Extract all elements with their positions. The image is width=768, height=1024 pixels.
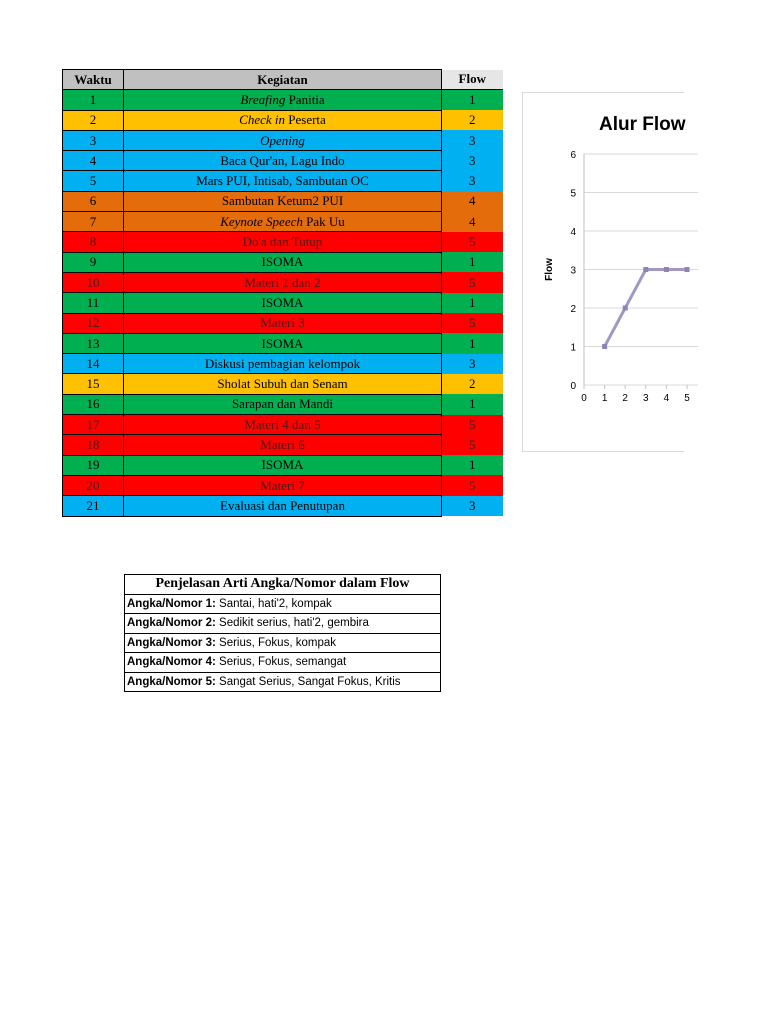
legend-label: Angka/Nomor 5: xyxy=(127,675,216,688)
kegiatan-cell xyxy=(124,130,442,150)
kegiatan-text: ISOMA xyxy=(261,457,304,473)
kegiatan-text: Peserta xyxy=(285,112,326,128)
waktu-cell: 13 xyxy=(63,333,124,353)
data-point xyxy=(685,267,690,272)
waktu-cell: 20 xyxy=(63,475,124,495)
y-tick-label: 5 xyxy=(570,188,576,200)
kegiatan-text: ISOMA xyxy=(261,294,304,310)
legend-text: Sangat Serius, Sangat Fokus, Kritis xyxy=(215,675,401,688)
legend-cell xyxy=(125,594,441,614)
kegiatan-cell xyxy=(124,191,442,211)
kegiatan-text: Materi 4 dan 5 xyxy=(244,416,321,432)
flow-cell: 4 xyxy=(442,191,503,211)
schedule-row xyxy=(63,496,503,516)
schedule-row xyxy=(63,394,503,414)
y-tick-label: 6 xyxy=(570,150,576,161)
schedule-row xyxy=(63,130,503,150)
schedule-row xyxy=(63,212,503,232)
legend-cell xyxy=(125,653,441,673)
waktu-cell: 1 xyxy=(63,90,124,110)
y-tick-label: 0 xyxy=(570,381,576,392)
data-point xyxy=(623,306,628,311)
flow-chart-svg xyxy=(523,93,690,451)
waktu-cell: 3 xyxy=(63,130,124,150)
kegiatan-cell xyxy=(124,313,442,333)
x-tick-label: 1 xyxy=(601,393,608,404)
waktu-cell: 19 xyxy=(63,455,124,475)
kegiatan-text: Sholat Subuh dan Senam xyxy=(217,376,348,392)
kegiatan-text: Evaluasi dan Penutupan xyxy=(220,497,345,513)
legend-title: Penjelasan Arti Angka/Nomor dalam Flow xyxy=(125,575,441,595)
flow-cell: 1 xyxy=(442,90,503,110)
legend-label: Angka/Nomor 2: xyxy=(127,617,216,630)
kegiatan-text: Sarapan dan Mandi xyxy=(231,396,334,412)
kegiatan-cell xyxy=(124,475,442,495)
flow-cell: 5 xyxy=(442,475,503,495)
flow-cell: 5 xyxy=(442,415,503,435)
legend-text: Sedikit serius, hati'2, gembira xyxy=(215,617,369,630)
kegiatan-text: Materi 1 dan 2 xyxy=(244,274,321,290)
legend-row xyxy=(125,614,441,634)
waktu-cell: 7 xyxy=(63,212,124,232)
kegiatan-cell xyxy=(124,232,442,252)
kegiatan-text: Do'a dan Tutup xyxy=(242,234,323,250)
kegiatan-cell xyxy=(124,110,442,130)
waktu-cell: 17 xyxy=(63,415,124,435)
kegiatan-text: Diskusi pembagian kelompok xyxy=(204,355,361,371)
flow-cell: 3 xyxy=(442,171,503,191)
legend-text: Santai, hati'2, kompak xyxy=(215,597,332,610)
schedule-row xyxy=(63,333,503,353)
schedule-row xyxy=(63,90,503,110)
kegiatan-cell xyxy=(124,333,442,353)
schedule-row xyxy=(63,415,503,435)
chart-title: Alur Flow xyxy=(599,114,686,135)
kegiatan-cell xyxy=(124,374,442,394)
kegiatan-text: Panitia xyxy=(285,91,325,107)
flow-cell: 5 xyxy=(442,313,503,333)
flow-cell: 2 xyxy=(442,374,503,394)
kegiatan-cell xyxy=(124,415,442,435)
flow-cell: 5 xyxy=(442,232,503,252)
legend-cell xyxy=(125,614,441,634)
legend-text: Serius, Fokus, kompak xyxy=(215,636,336,649)
waktu-cell: 16 xyxy=(63,394,124,414)
waktu-cell: 5 xyxy=(63,171,124,191)
kegiatan-italic-text: Check in xyxy=(239,112,286,128)
schedule-row xyxy=(63,435,503,455)
y-axis-label: Flow xyxy=(544,258,555,281)
flow-legend-table xyxy=(124,574,441,692)
legend-cell xyxy=(125,633,441,653)
flow-cell: 2 xyxy=(442,110,503,130)
y-tick-label: 2 xyxy=(570,304,576,315)
x-tick-label: 5 xyxy=(684,393,690,404)
kegiatan-cell xyxy=(124,151,442,171)
legend-cell xyxy=(125,672,441,692)
legend-row xyxy=(125,672,441,692)
waktu-cell: 2 xyxy=(63,110,124,130)
kegiatan-italic-text: Breafing xyxy=(240,91,286,107)
waktu-cell: 11 xyxy=(63,293,124,313)
flow-cell: 5 xyxy=(442,272,503,292)
kegiatan-cell xyxy=(124,394,442,414)
schedule-row xyxy=(63,252,503,272)
waktu-cell: 10 xyxy=(63,272,124,292)
flow-cell: 3 xyxy=(442,130,503,150)
kegiatan-text: Materi 7 xyxy=(260,477,305,493)
kegiatan-cell xyxy=(124,212,442,232)
legend-label: Angka/Nomor 4: xyxy=(127,656,216,669)
flow-cell: 3 xyxy=(442,496,503,516)
flow-cell: 5 xyxy=(442,435,503,455)
data-point xyxy=(643,267,648,272)
flow-cell: 1 xyxy=(442,455,503,475)
schedule-row xyxy=(63,151,503,171)
waktu-cell: 8 xyxy=(63,232,124,252)
x-tick-label: 3 xyxy=(643,393,649,404)
schedule-row xyxy=(63,475,503,495)
data-point xyxy=(664,267,669,272)
legend-row xyxy=(125,633,441,653)
schedule-row xyxy=(63,313,503,333)
waktu-cell: 9 xyxy=(63,252,124,272)
flow-cell: 3 xyxy=(442,151,503,171)
x-tick-label: 2 xyxy=(622,393,628,404)
waktu-cell: 21 xyxy=(63,496,124,516)
y-tick-label: 3 xyxy=(570,265,576,277)
x-tick-label: 0 xyxy=(581,393,587,404)
waktu-cell: 18 xyxy=(63,435,124,455)
kegiatan-text: Materi 6 xyxy=(260,436,305,452)
header-waktu: Waktu xyxy=(63,70,124,90)
kegiatan-cell xyxy=(124,354,442,374)
legend-row xyxy=(125,653,441,673)
kegiatan-cell xyxy=(124,252,442,272)
waktu-cell: 12 xyxy=(63,313,124,333)
kegiatan-cell xyxy=(124,90,442,110)
kegiatan-cell xyxy=(124,272,442,292)
kegiatan-text: Mars PUI, Intisab, Sambutan OC xyxy=(196,173,369,189)
flow-cell: 1 xyxy=(442,293,503,313)
legend-row xyxy=(125,594,441,614)
kegiatan-cell xyxy=(124,293,442,313)
flow-chart xyxy=(522,92,690,452)
schedule-row xyxy=(63,171,503,191)
flow-cell: 1 xyxy=(442,394,503,414)
schedule-row xyxy=(63,455,503,475)
kegiatan-italic-text: Keynote Speech xyxy=(220,213,303,229)
schedule-row xyxy=(63,110,503,130)
waktu-cell: 15 xyxy=(63,374,124,394)
legend-label: Angka/Nomor 1: xyxy=(127,597,216,610)
schedule-row xyxy=(63,374,503,394)
kegiatan-text: ISOMA xyxy=(261,254,304,270)
waktu-cell: 6 xyxy=(63,191,124,211)
kegiatan-cell xyxy=(124,171,442,191)
legend-text: Serius, Fokus, semangat xyxy=(215,656,347,669)
kegiatan-cell xyxy=(124,435,442,455)
kegiatan-text: Pak Uu xyxy=(302,213,345,229)
waktu-cell: 4 xyxy=(63,151,124,171)
schedule-table xyxy=(62,69,503,517)
flow-cell: 4 xyxy=(442,212,503,232)
flow-cell: 1 xyxy=(442,333,503,353)
y-tick-label: 1 xyxy=(570,342,576,354)
legend-label: Angka/Nomor 3: xyxy=(127,636,216,649)
kegiatan-text: Baca Qur'an, Lagu Indo xyxy=(220,152,345,168)
schedule-row xyxy=(63,272,503,292)
kegiatan-cell xyxy=(124,496,442,516)
kegiatan-text: Materi 3 xyxy=(260,315,305,331)
kegiatan-italic-text: Opening xyxy=(260,132,305,148)
schedule-row xyxy=(63,293,503,313)
header-flow: Flow xyxy=(442,70,503,90)
kegiatan-text: ISOMA xyxy=(261,335,304,351)
schedule-row xyxy=(63,354,503,374)
y-tick-label: 4 xyxy=(570,227,576,238)
kegiatan-text: Sambutan Ketum2 PUI xyxy=(221,193,344,209)
data-point xyxy=(602,344,607,349)
x-tick-label: 4 xyxy=(663,393,670,404)
kegiatan-cell xyxy=(124,455,442,475)
schedule-row xyxy=(63,232,503,252)
header-kegiatan: Kegiatan xyxy=(124,70,442,90)
schedule-row xyxy=(63,191,503,211)
flow-cell: 1 xyxy=(442,252,503,272)
waktu-cell: 14 xyxy=(63,354,124,374)
flow-cell: 3 xyxy=(442,354,503,374)
